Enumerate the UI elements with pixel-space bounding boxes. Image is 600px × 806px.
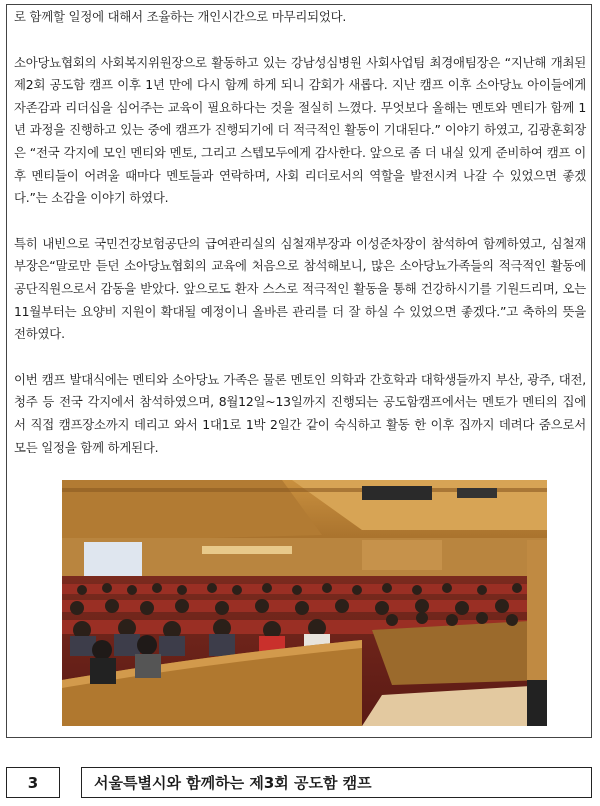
paragraph-1: 로 함께할 일정에 대해서 조율하는 개인시간으로 마무리되었다.	[14, 9, 347, 24]
paragraph-2: 소아당뇨협회의 사회복지위원장으로 활동하고 있는 강남성심병원 사회사업팀 최경애팀장은 “지난해 개최된 제2회 공도함 캠프 이후 1년 만에 다시 함께 하게 되니 감회가 새롭다. 지난 캠프 이후 소아당뇨 아이들에게 자존감과 리더십을 심어주는 교육이 필요하다는 것을 절실히 느꼈다. 무엇보다 올해는 멘토와 멘티가 함께 1년 과정을 진행하고 있는 중에 캠프가 진행되기에 더 적극적인 활동이 기대된다.” 이야기 하였고, 김광훈회장은 “전국 각지에 모인 멘티와 멘토, 그리고 스텝모두에게 감사한다. 앞으로 좀 더 내실 있게 준비하여 캠프 이후 멘티들이 어려울 때마다 멘토들과 연락하며, 사회 리더로서의 역할을 발전시켜 나갈 수 있었으면 좋겠다.”는 소감을 이야기 하였다.	[14, 54, 586, 206]
auditorium-photo	[62, 480, 547, 726]
footer-title: 서울특별시와 함께하는 제3회 공도함 캠프	[81, 767, 592, 798]
page-footer	[6, 767, 592, 799]
article-body	[14, 6, 586, 482]
page-number: 3	[6, 767, 60, 798]
paragraph-4: 이번 캠프 발대식에는 멘티와 소아당뇨 가족은 물론 멘토인 의학과 간호학과 대학생들까지 부산, 광주, 대전, 청주 등 전국 각지에서 참석하였으며, 8월12일~13일까지 진행되는 공도함캠프에서는 멘토가 멘티의 집에서 직접 캠프장소까지 데리고 와서 1대1로 1박 2일간 같이 숙식하고 활동 한 이후 집까지 데려다 줌으로서 모든 일정을 함께 하게된다.	[14, 371, 586, 455]
paragraph-3: 특히 내빈으로 국민건강보험공단의 급여관리실의 심철재부장과 이성준차장이 참석하여 함께하였고, 심철재부장은“말로만 듣던 소아당뇨협회의 교육에 처음으로 참석해보니, 많은 소아당뇨가족들의 적극적인 활동에 공단직원으로서 감동을 받았다. 앞으로도 환자 스스로 적극적인 활동을 통해 건강하시기를 기원드리며, 오는 11월부터는 요양비 지원이 확대될 예정이니 올바른 관리를 더 잘 하실 수 있었으면 좋겠다.”고 축하의 뜻을 전하였다.	[14, 235, 586, 342]
